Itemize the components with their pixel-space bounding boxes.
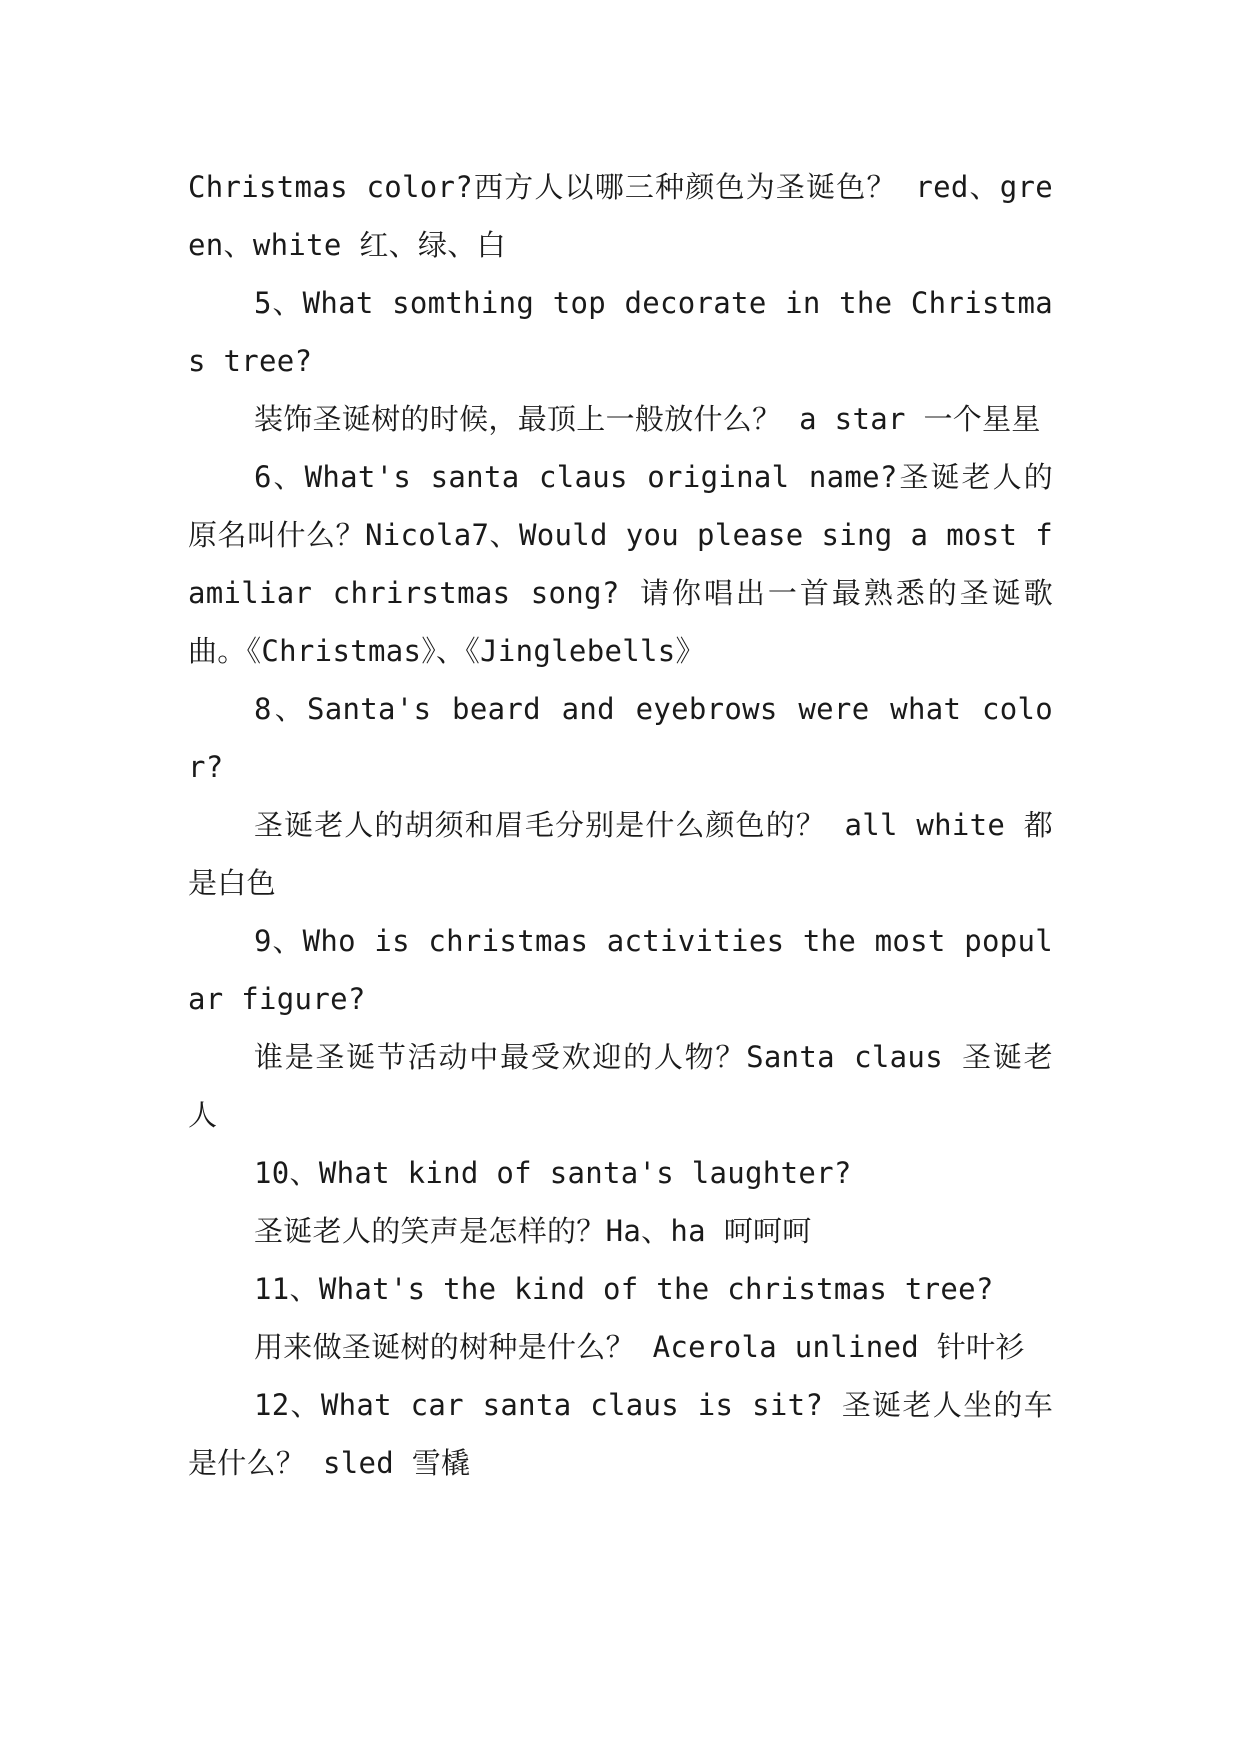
paragraph-question-12: 12、What car santa claus is sit? 圣诞老人坐的车是什么？ sled 雪橇 <box>188 1388 1053 1480</box>
paragraph-answer-11: 用来做圣诞树的树种是什么？ Acerola unlined 针叶衫 <box>254 1330 1025 1364</box>
document-body <box>188 158 1053 1492</box>
paragraph-question-6-7: 6、What's santa claus original name?圣诞老人的原名叫什么？Nicola7、Would you please sing a most familiar chrirstmas song? 请你唱出一首最熟悉的圣诞歌曲。《Christmas》、《Jinglebells》 <box>188 460 1053 668</box>
paragraph-question-5: 5、What somthing top decorate in the Christmas tree? <box>188 286 1053 378</box>
paragraph-answer-10: 圣诞老人的笑声是怎样的？Ha、ha 呵呵呵 <box>254 1214 812 1248</box>
paragraph-christmas-colors: Christmas color?西方人以哪三种颜色为圣诞色？ red、green、white 红、绿、白 <box>188 170 1053 262</box>
paragraph-question-10: 10、What kind of santa's laughter? <box>254 1156 852 1190</box>
paragraph-question-8: 8、Santa's beard and eyebrows were what color? <box>188 692 1053 784</box>
paragraph-answer-5: 装饰圣诞树的时候，最顶上一般放什么？ a star 一个星星 <box>254 402 1041 436</box>
paragraph-question-11: 11、What's the kind of the christmas tree? <box>254 1272 994 1306</box>
paragraph-question-9: 9、Who is christmas activities the most popular figure? <box>188 924 1053 1016</box>
paragraph-answer-9: 谁是圣诞节活动中最受欢迎的人物？Santa claus 圣诞老人 <box>188 1040 1053 1132</box>
paragraph-answer-8: 圣诞老人的胡须和眉毛分别是什么颜色的？ all white 都是白色 <box>188 808 1053 900</box>
